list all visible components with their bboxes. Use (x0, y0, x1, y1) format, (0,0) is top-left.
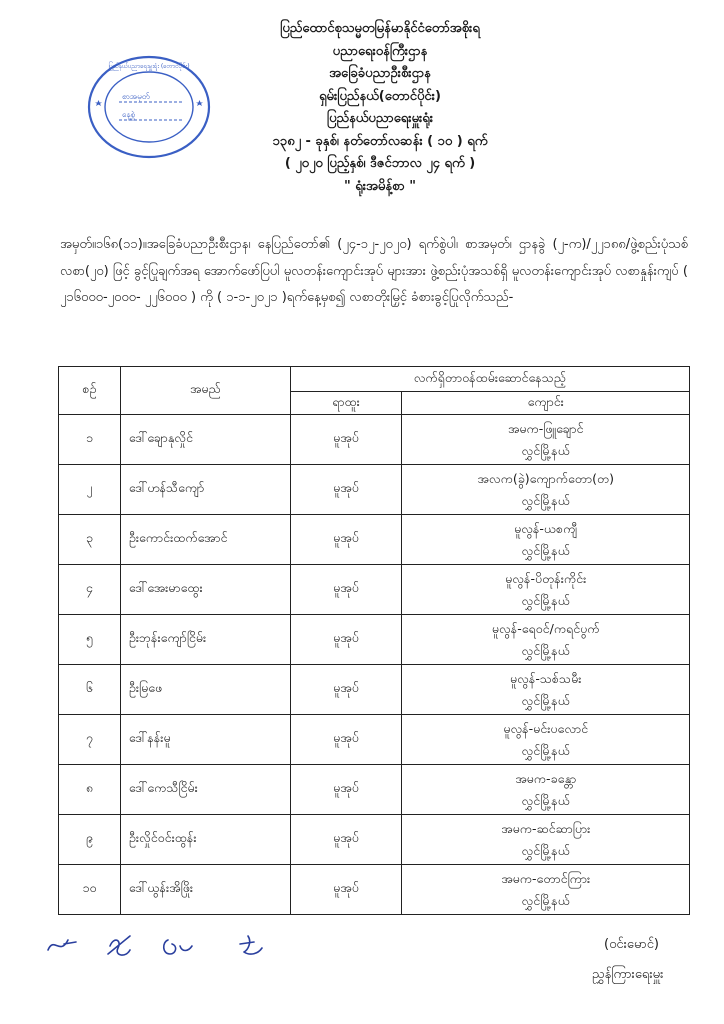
township-name: လွှင်မြို့နယ် (521, 642, 570, 658)
name-cell: ဒေါ်ချောနုလှိုင် (120, 415, 290, 465)
seal-date-label: နေ့စွဲ (122, 110, 135, 119)
promotion-table (58, 366, 690, 915)
serial-cell: ၅ (59, 615, 121, 665)
serial-cell: ၆ (59, 665, 121, 715)
column-header-rank: ရာထူး (290, 392, 402, 415)
column-header-current-post: လက်ရှိတာဝန်ထမ်းဆောင်နေသည့် (290, 367, 689, 392)
township-name: လွှင်မြို့နယ် (521, 692, 570, 708)
order-body-paragraph: အမှတ်။၁၆၈(၁၁)။အခြေခံပညာဦးစီးဌာန၊ နေပြည်တော်၏ (၂၄-၁၂-၂၀၂၀) ရက်စွဲပါ၊ စာအမှတ်၊ ဌာနခွဲ (၂-က)/၂၂၁၈၈/ဖွဲ့စည်းပုံသစ်လစာ(၂၀) ဖြင့် ခွင့်ပြုချက်အရ အောက်ဖော်ပြပါ မူလတန်းကျောင်းအုပ် များအား ဖွဲ့စည်းပုံအသစ်ရှိ မူလတန်းကျောင်းအုပ် လစာနှုန်းကျပ် ( ၂၁၆၀၀၀-၂၀၀၀- ၂၂၆၀၀၀ ) ကို ( ၁-၁-၂၀၂၁ )ရက်နေ့မှစ၍ လစာတိုးမြှင့် ခံစားခွင့်ပြုလိုက်သည်- (60, 237, 688, 305)
header-line-office: ပြည်နယ်ပညာရေးမှူးရုံး (326, 111, 434, 126)
school-name: အမက-ဖြူချောင် (507, 420, 584, 436)
rank-cell: မူအုပ် (290, 665, 402, 715)
office-seal-icon (84, 52, 214, 162)
township-name: လွှင်မြို့နယ် (521, 442, 570, 458)
school-cell (402, 665, 690, 715)
school-name: အမက-ဆင်ဆာပြား (501, 820, 591, 836)
name-cell: ဦးဘုန်းကျော်ငြိမ်း (120, 615, 290, 665)
table-row (59, 665, 690, 715)
school-cell (402, 615, 690, 665)
name-cell: ဒေါ်ဟန်သီကျော် (120, 465, 290, 515)
school-cell (402, 415, 690, 465)
header-line-order-title: " ရုံးအမိန့်စာ " (343, 178, 417, 194)
school-cell (402, 515, 690, 565)
table-row (59, 465, 690, 515)
name-cell: ဒေါ်နန်းမူ (120, 715, 290, 765)
table-row (59, 515, 690, 565)
school-cell (402, 815, 690, 865)
school-name: အမက-တောင်ကြား (501, 870, 591, 886)
column-header-school: ကျောင်း (402, 392, 690, 415)
handwritten-initials-icon (40, 926, 300, 962)
rank-cell: မူအုပ် (290, 465, 402, 515)
table-row (59, 865, 690, 915)
name-cell: ဒေါ်အေးမာထွေး (120, 565, 290, 615)
school-name: မူလွန်-မင်းပလောင် (503, 720, 589, 736)
serial-cell: ၁၀ (59, 865, 121, 915)
signatory-name: (ဝင်းမောင်) (604, 937, 659, 952)
table-row (59, 615, 690, 665)
township-name: လွှင်မြို့နယ် (521, 892, 570, 908)
name-cell: ဒေါ်ကေသီငြိမ်း (120, 765, 290, 815)
rank-cell: မူအုပ် (290, 615, 402, 665)
header-line-ministry: ပညာရေးဝန်ကြီးဌာန (332, 43, 428, 59)
school-cell (402, 565, 690, 615)
rank-cell: မူအုပ် (290, 865, 402, 915)
signatory-title: ညွှန်ကြားရေးမှူး (592, 967, 664, 982)
serial-cell: ၈ (59, 765, 121, 815)
table-row (59, 715, 690, 765)
township-name: လွှင်မြို့နယ် (521, 592, 570, 608)
school-name: အလက(ခွဲ)ကျောက်တော(တ) (477, 470, 615, 486)
letterhead (150, 18, 610, 198)
name-cell: ဒေါ်ယွန်းအိဖြိုး (120, 865, 290, 915)
table-row (59, 765, 690, 815)
township-name: လွှင်မြို့နယ် (521, 792, 570, 808)
seal-ring-text: ပြည်နယ်ပညာရေးမှူးရုံး (တောင်ပိုင်း) (108, 63, 190, 70)
school-cell (402, 715, 690, 765)
header-line-gregorian-date: ( ၂၀၂၀ ပြည့်နှစ်၊ ဒီဇင်ဘာလ ၂၄ ရက် ) (284, 156, 476, 171)
school-name: မူလွန်-ယစကျီ (514, 520, 578, 536)
rank-cell: မူအုပ် (290, 565, 402, 615)
column-header-serial: စဉ် (59, 367, 121, 415)
serial-cell: ၃ (59, 515, 121, 565)
school-name: မူလွန်-သစ်သမီး (510, 670, 582, 686)
seal-reference-label: စာအမှတ် (122, 92, 150, 101)
serial-cell: ၇ (59, 715, 121, 765)
table-row (59, 815, 690, 865)
table-row (59, 415, 690, 465)
rank-cell: မူအုပ် (290, 815, 402, 865)
rank-cell: မူအုပ် (290, 715, 402, 765)
township-name: လွှင်မြို့နယ် (521, 842, 570, 858)
serial-cell: ၁ (59, 415, 121, 465)
school-cell (402, 765, 690, 815)
rank-cell: မူအုပ် (290, 515, 402, 565)
rank-cell: မူအုပ် (290, 415, 402, 465)
column-header-name: အမည် (120, 367, 290, 415)
header-line-state: ရှမ်းပြည်နယ်(တောင်ပိုင်း) (319, 88, 441, 104)
school-name: မူလွန်-ပိတုန်းကိုင်း (505, 570, 587, 586)
school-name: အမက-ခန္တော (515, 770, 577, 786)
name-cell: ဦးမြဖေ (120, 665, 290, 715)
township-name: လွှင်မြို့နယ် (521, 542, 570, 558)
header-line-government: ပြည်ထောင်စုသမ္မတမြန်မာနိုင်ငံတော်အစိုးရ (280, 21, 480, 36)
header-line-department: အခြေခံပညာဦးစီးဌာန (329, 66, 431, 81)
header-line-myanmar-date: ၁၃၈၂ - ခုနှစ်၊ နတ်တော်လဆန်း ( ၁၀ ) ရက် (272, 133, 488, 149)
township-name: လွှင်မြို့နယ် (521, 742, 570, 758)
school-cell (402, 465, 690, 515)
name-cell: ဦးကောင်းထက်အောင် (120, 515, 290, 565)
township-name: လွှင်မြို့နယ် (521, 492, 570, 508)
serial-cell: ၉ (59, 815, 121, 865)
serial-cell: ၂ (59, 465, 121, 515)
serial-cell: ၄ (59, 565, 121, 615)
name-cell: ဦးလှိုင်ဝင်းထွန်း (120, 815, 290, 865)
table-row (59, 565, 690, 615)
school-name: မူလွန်-ရေဝင်/ကရင်ပွက် (491, 620, 600, 636)
rank-cell: မူအုပ် (290, 765, 402, 815)
school-cell (402, 865, 690, 915)
